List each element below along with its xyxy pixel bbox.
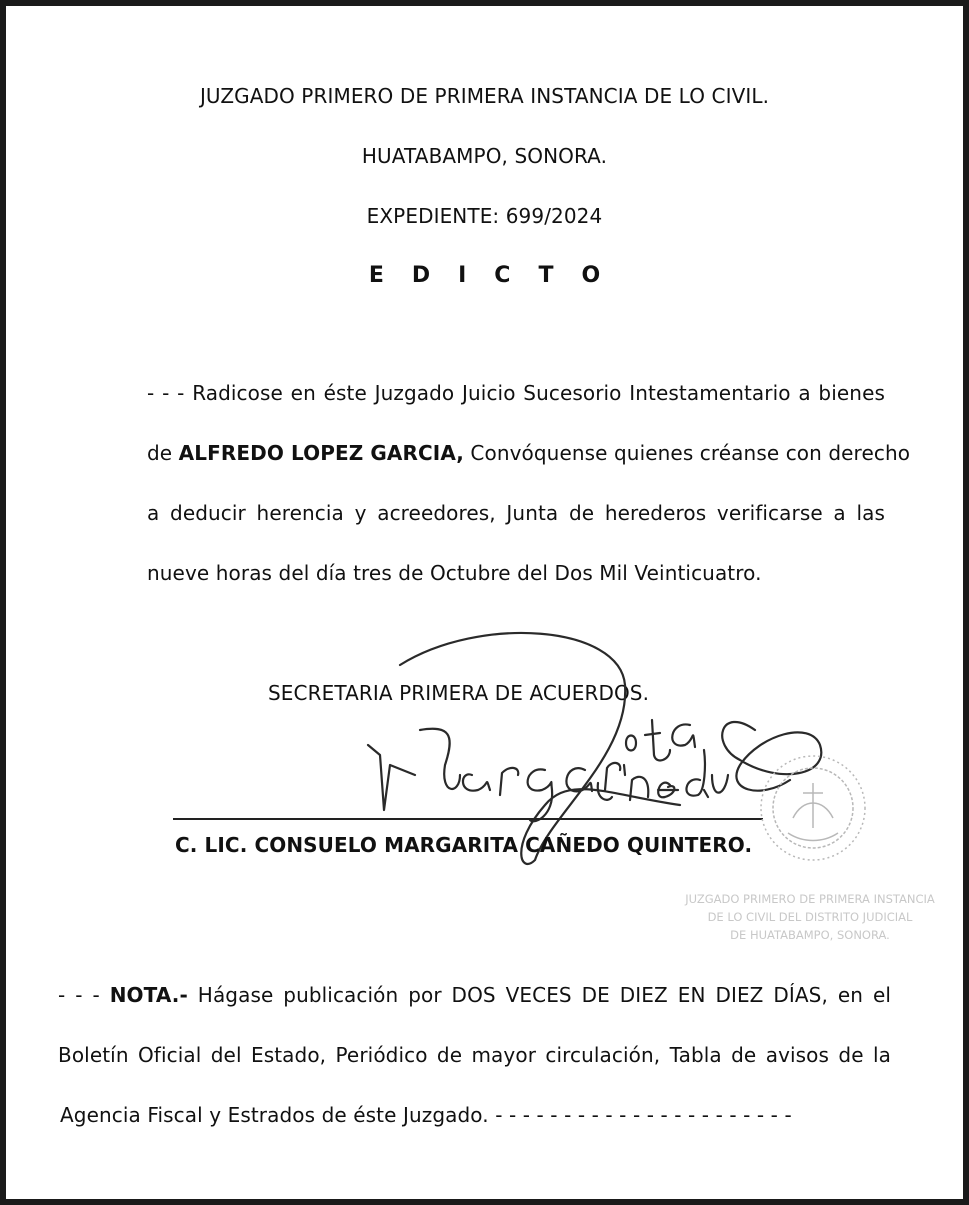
body-line-2 — [147, 441, 911, 465]
nota-line-1-text: Hágase publicación por DOS VECES DE DIEZ EN DIEZ DÍAS, en el — [187, 983, 891, 1007]
nota-prefix: - - - — [58, 983, 110, 1007]
nota-line-2: Boletín Oficial del Estado, Periódico de mayor circulación, Tabla de avisos de la — [58, 1043, 891, 1067]
court-seal-text — [680, 890, 940, 944]
signatory-role: SECRETARIA PRIMERA DE ACUERDOS. — [268, 681, 650, 705]
body-line-1: - - - Radicose en éste Juzgado Juicio Sucesorio Intestamentario a bienes — [147, 381, 885, 405]
body-line-2-suffix: Convóquense quienes créanse con derecho — [463, 441, 911, 465]
court-seal-icon — [748, 748, 878, 868]
court-name: JUZGADO PRIMERO DE PRIMERA INSTANCIA DE LO CIVIL. — [199, 84, 770, 108]
deceased-name: ALFREDO LOPEZ GARCIA, — [178, 441, 464, 465]
court-location: HUATABAMPO, SONORA. — [361, 144, 608, 168]
nota-label: NOTA.- — [109, 983, 188, 1007]
nota-line-1 — [58, 983, 891, 1007]
body-line-3: a deducir herencia y acreedores, Junta de herederos verificarse a las — [147, 501, 885, 525]
nota-line-3: Agencia Fiscal y Estrados de éste Juzgado. - - - - - - - - - - - - - - - - - - - - - - — [60, 1103, 792, 1127]
body-line-4: nueve horas del día tres de Octubre del Dos Mil Veinticuatro. — [147, 561, 762, 585]
seal-line-2: DE LO CIVIL DEL DISTRITO JUDICIAL — [707, 910, 913, 924]
document-title: EDICTO — [368, 263, 629, 288]
signatory-name: C. LIC. CONSUELO MARGARITA CAÑEDO QUINTERO. — [175, 833, 753, 857]
body-line-2-prefix: de — [147, 441, 179, 465]
case-number: EXPEDIENTE: 699/2024 — [366, 204, 603, 228]
seal-line-3: DE HUATABAMPO, SONORA. — [730, 928, 890, 942]
signature-rule — [173, 818, 763, 820]
seal-line-1: JUZGADO PRIMERO DE PRIMERA INSTANCIA — [685, 892, 935, 906]
